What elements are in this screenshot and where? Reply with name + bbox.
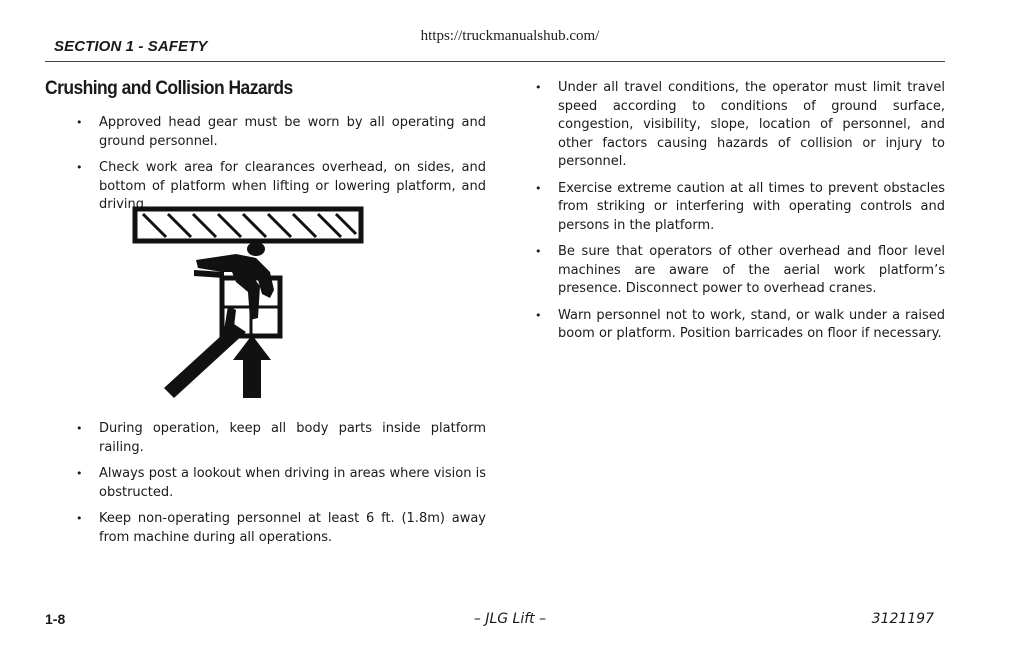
document-number: 3121197	[871, 611, 934, 627]
footer-title: – JLG Lift –	[473, 611, 547, 627]
list-item: • Exercise extreme caution at all times to prevent obstacles from striking or interfering with operating controls and persons in the platform.	[535, 180, 945, 236]
list-item: • Under all travel conditions, the operator must limit travel speed according to conditions of ground surface, congestion, visibility, slope, location of personnel, and other factors causing hazards of collision or injury to personnel.	[535, 79, 945, 172]
left-bullet-list-bottom	[76, 420, 486, 555]
page-number: 1-8	[45, 611, 66, 627]
boom-arm-icon	[164, 306, 246, 398]
section-title: SECTION 1 - SAFETY	[54, 38, 208, 55]
page-heading: Crushing and Collision Hazards	[45, 78, 293, 99]
list-item: • Warn personnel not to work, stand, or walk under a raised boom or platform. Position barricades on floor if necessary.	[535, 307, 945, 344]
list-item: • During operation, keep all body parts inside platform railing.	[76, 420, 486, 457]
source-url: https://truckmanualshub.com/	[420, 28, 600, 44]
list-item: • Approved head gear must be worn by all operating and ground personnel.	[76, 114, 486, 151]
crushing-hazard-illustration	[124, 202, 364, 402]
overhead-beam-icon	[135, 209, 361, 241]
right-bullet-list	[535, 79, 945, 352]
list-item: • Keep non-operating personnel at least 6 ft. (1.8m) away from machine during all operations.	[76, 510, 486, 547]
list-item: • Be sure that operators of other overhead and floor level machines are aware of the aerial work platform’s presence. Disconnect power to overhead cranes.	[535, 243, 945, 299]
list-item: • Always post a lookout when driving in areas where vision is obstructed.	[76, 465, 486, 502]
list-item: • Check work area for clearances overhead, on sides, and bottom of platform when lifting or lowering platform, and driving.	[76, 159, 486, 215]
up-arrow-icon	[233, 335, 271, 398]
header-divider	[45, 61, 945, 62]
